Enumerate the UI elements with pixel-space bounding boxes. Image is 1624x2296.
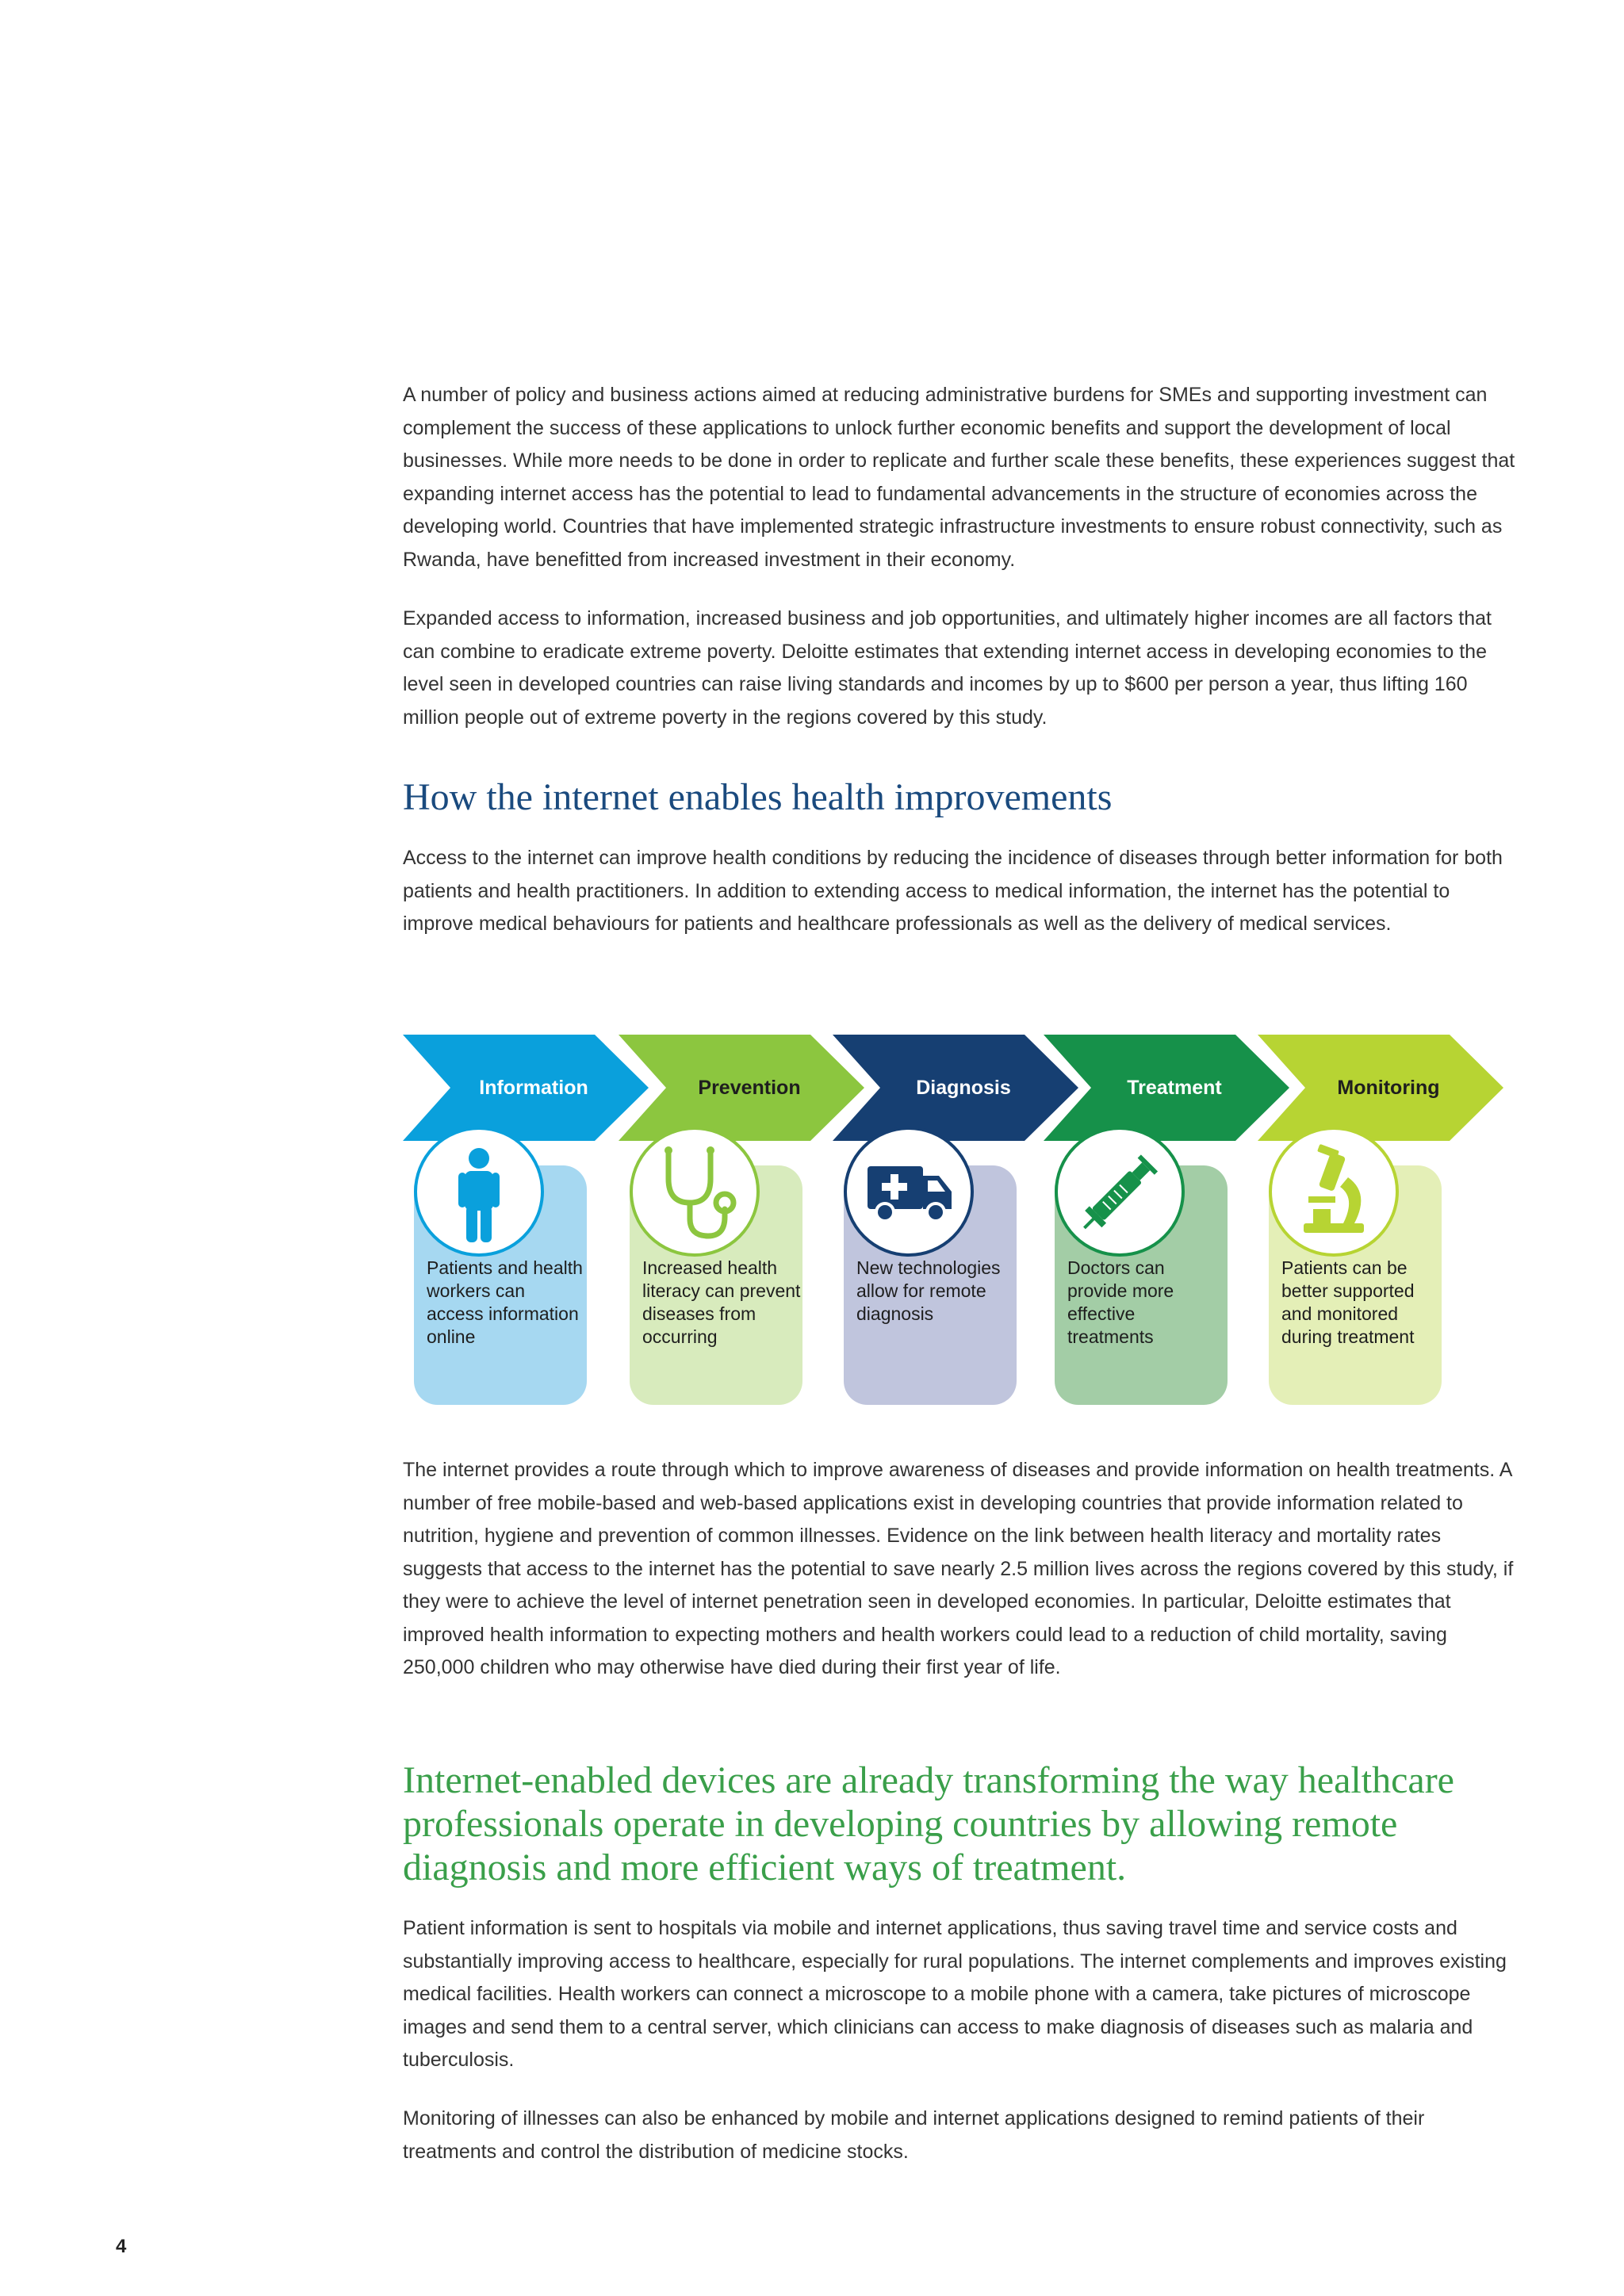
ambulance-icon bbox=[847, 1130, 971, 1253]
paragraph-text: Expanded access to information, increased business and job opportunities, and ultimately higher incomes are all factors that can combine to eradicate extreme poverty. Deloitte estimates that extending internet access in developing economies to the level seen in developed countries can raise living standards and incomes by up to $600 per person a year, thus lifting 160 million people out of extreme poverty in the regions covered by this study. bbox=[403, 607, 1492, 729]
step-description: New technologies allow for remote diagnosis bbox=[856, 1257, 1001, 1324]
health-process-diagram bbox=[403, 1035, 1513, 1407]
paragraph-text: Access to the internet can improve health conditions by reducing the incidence of diseases through better information for both patients and health practitioners. In addition to extending access to medical information, the internet has the potential to improve medical behaviours for patients and healthcare professionals as well as the delivery of medical services. bbox=[403, 847, 1503, 935]
paragraph-text: A number of policy and business actions aimed at reducing administrative burdens for SMEs and supporting investment can complement the success of these applications to unlock further economic benefits and support the development of local businesses. While more needs to be done in order to replicate and further scale these benefits, these experiences suggest that expanding internet access has the potential to lead to fundamental advancements in the structure of economies across the developing world. Countries that have implemented strategic infrastructure investments to ensure robust connectivity, such as Rwanda, have benefitted from increased investment in their economy. bbox=[403, 384, 1515, 571]
step-label: Information bbox=[479, 1077, 588, 1099]
body-paragraph-5 bbox=[403, 1912, 1516, 2077]
step-monitoring bbox=[1258, 1035, 1496, 1407]
step-label: Monitoring bbox=[1337, 1077, 1440, 1099]
heading-text: How the internet enables health improvements bbox=[403, 776, 1113, 818]
icon-disc bbox=[1055, 1127, 1185, 1257]
body-paragraph-2 bbox=[403, 603, 1516, 734]
step-label: Prevention bbox=[698, 1077, 801, 1099]
step-description: Patients and health workers can access information online bbox=[427, 1257, 583, 1347]
icon-disc bbox=[844, 1127, 974, 1257]
icon-disc bbox=[414, 1127, 544, 1257]
icon-disc bbox=[630, 1127, 760, 1257]
body-paragraph-3 bbox=[403, 842, 1516, 941]
step-label: Diagnosis bbox=[916, 1077, 1011, 1099]
pull-quote-text: Internet-enabled devices are already transforming the way healthcare professionals operate in developing countries by allowing remote diagnosis and more efficient ways of treatment. bbox=[403, 1759, 1454, 1888]
paragraph-text: Patient information is sent to hospitals via mobile and internet applications, thus saving travel time and service costs and substantially improving access to healthcare, especially for rural populations. The internet complements and improves existing medical facilities. Health workers can connect a microscope to a mobile phone with a camera, take pictures of microscope images and send them to a central server, which clinicians can access to make diagnosis of diseases such as malaria and tuberculosis. bbox=[403, 1917, 1507, 2071]
step-description: Patients can be better supported and monitored during treatment bbox=[1281, 1257, 1415, 1347]
paragraph-text: Monitoring of illnesses can also be enhanced by mobile and internet applications designed to remind patients of their treatments and control the distribution of medicine stocks. bbox=[403, 2107, 1425, 2163]
step-description: Increased health literacy can prevent diseases from occurring bbox=[642, 1257, 801, 1347]
icon-disc bbox=[1269, 1127, 1399, 1257]
paragraph-text: The internet provides a route through which to improve awareness of diseases and provide information on health treatments. A number of free mobile-based and web-based applications exist in developing countries that provide information related to nutrition, hygiene and prevention of common illnesses. Evidence on the link between health literacy and mortality rates suggests that access to the internet has the potential to save nearly 2.5 million lives across the regions covered by this study, if they were to achieve the level of internet penetration seen in developed economies. In particular, Deloitte estimates that improved health information to expecting mothers and health workers could lead to a reduction of child mortality, saving 250,000 children who may otherwise have died during their first year of life. bbox=[403, 1459, 1514, 1678]
person-icon bbox=[417, 1130, 541, 1253]
stethoscope-icon bbox=[633, 1130, 756, 1253]
page-number: 4 bbox=[116, 2236, 127, 2257]
body-paragraph-6 bbox=[403, 2103, 1516, 2168]
step-description: Doctors can provide more effective treatments bbox=[1067, 1257, 1174, 1347]
step-diagnosis bbox=[833, 1035, 1071, 1407]
section-heading bbox=[403, 775, 1516, 820]
body-paragraph-4 bbox=[403, 1454, 1516, 1685]
step-treatment bbox=[1044, 1035, 1281, 1407]
microscope-icon bbox=[1272, 1130, 1396, 1253]
step-label: Treatment bbox=[1127, 1077, 1222, 1099]
pull-quote bbox=[403, 1758, 1529, 1889]
step-information bbox=[403, 1035, 641, 1407]
syringe-icon bbox=[1058, 1130, 1182, 1253]
step-prevention bbox=[619, 1035, 856, 1407]
body-paragraph-1 bbox=[403, 379, 1516, 576]
